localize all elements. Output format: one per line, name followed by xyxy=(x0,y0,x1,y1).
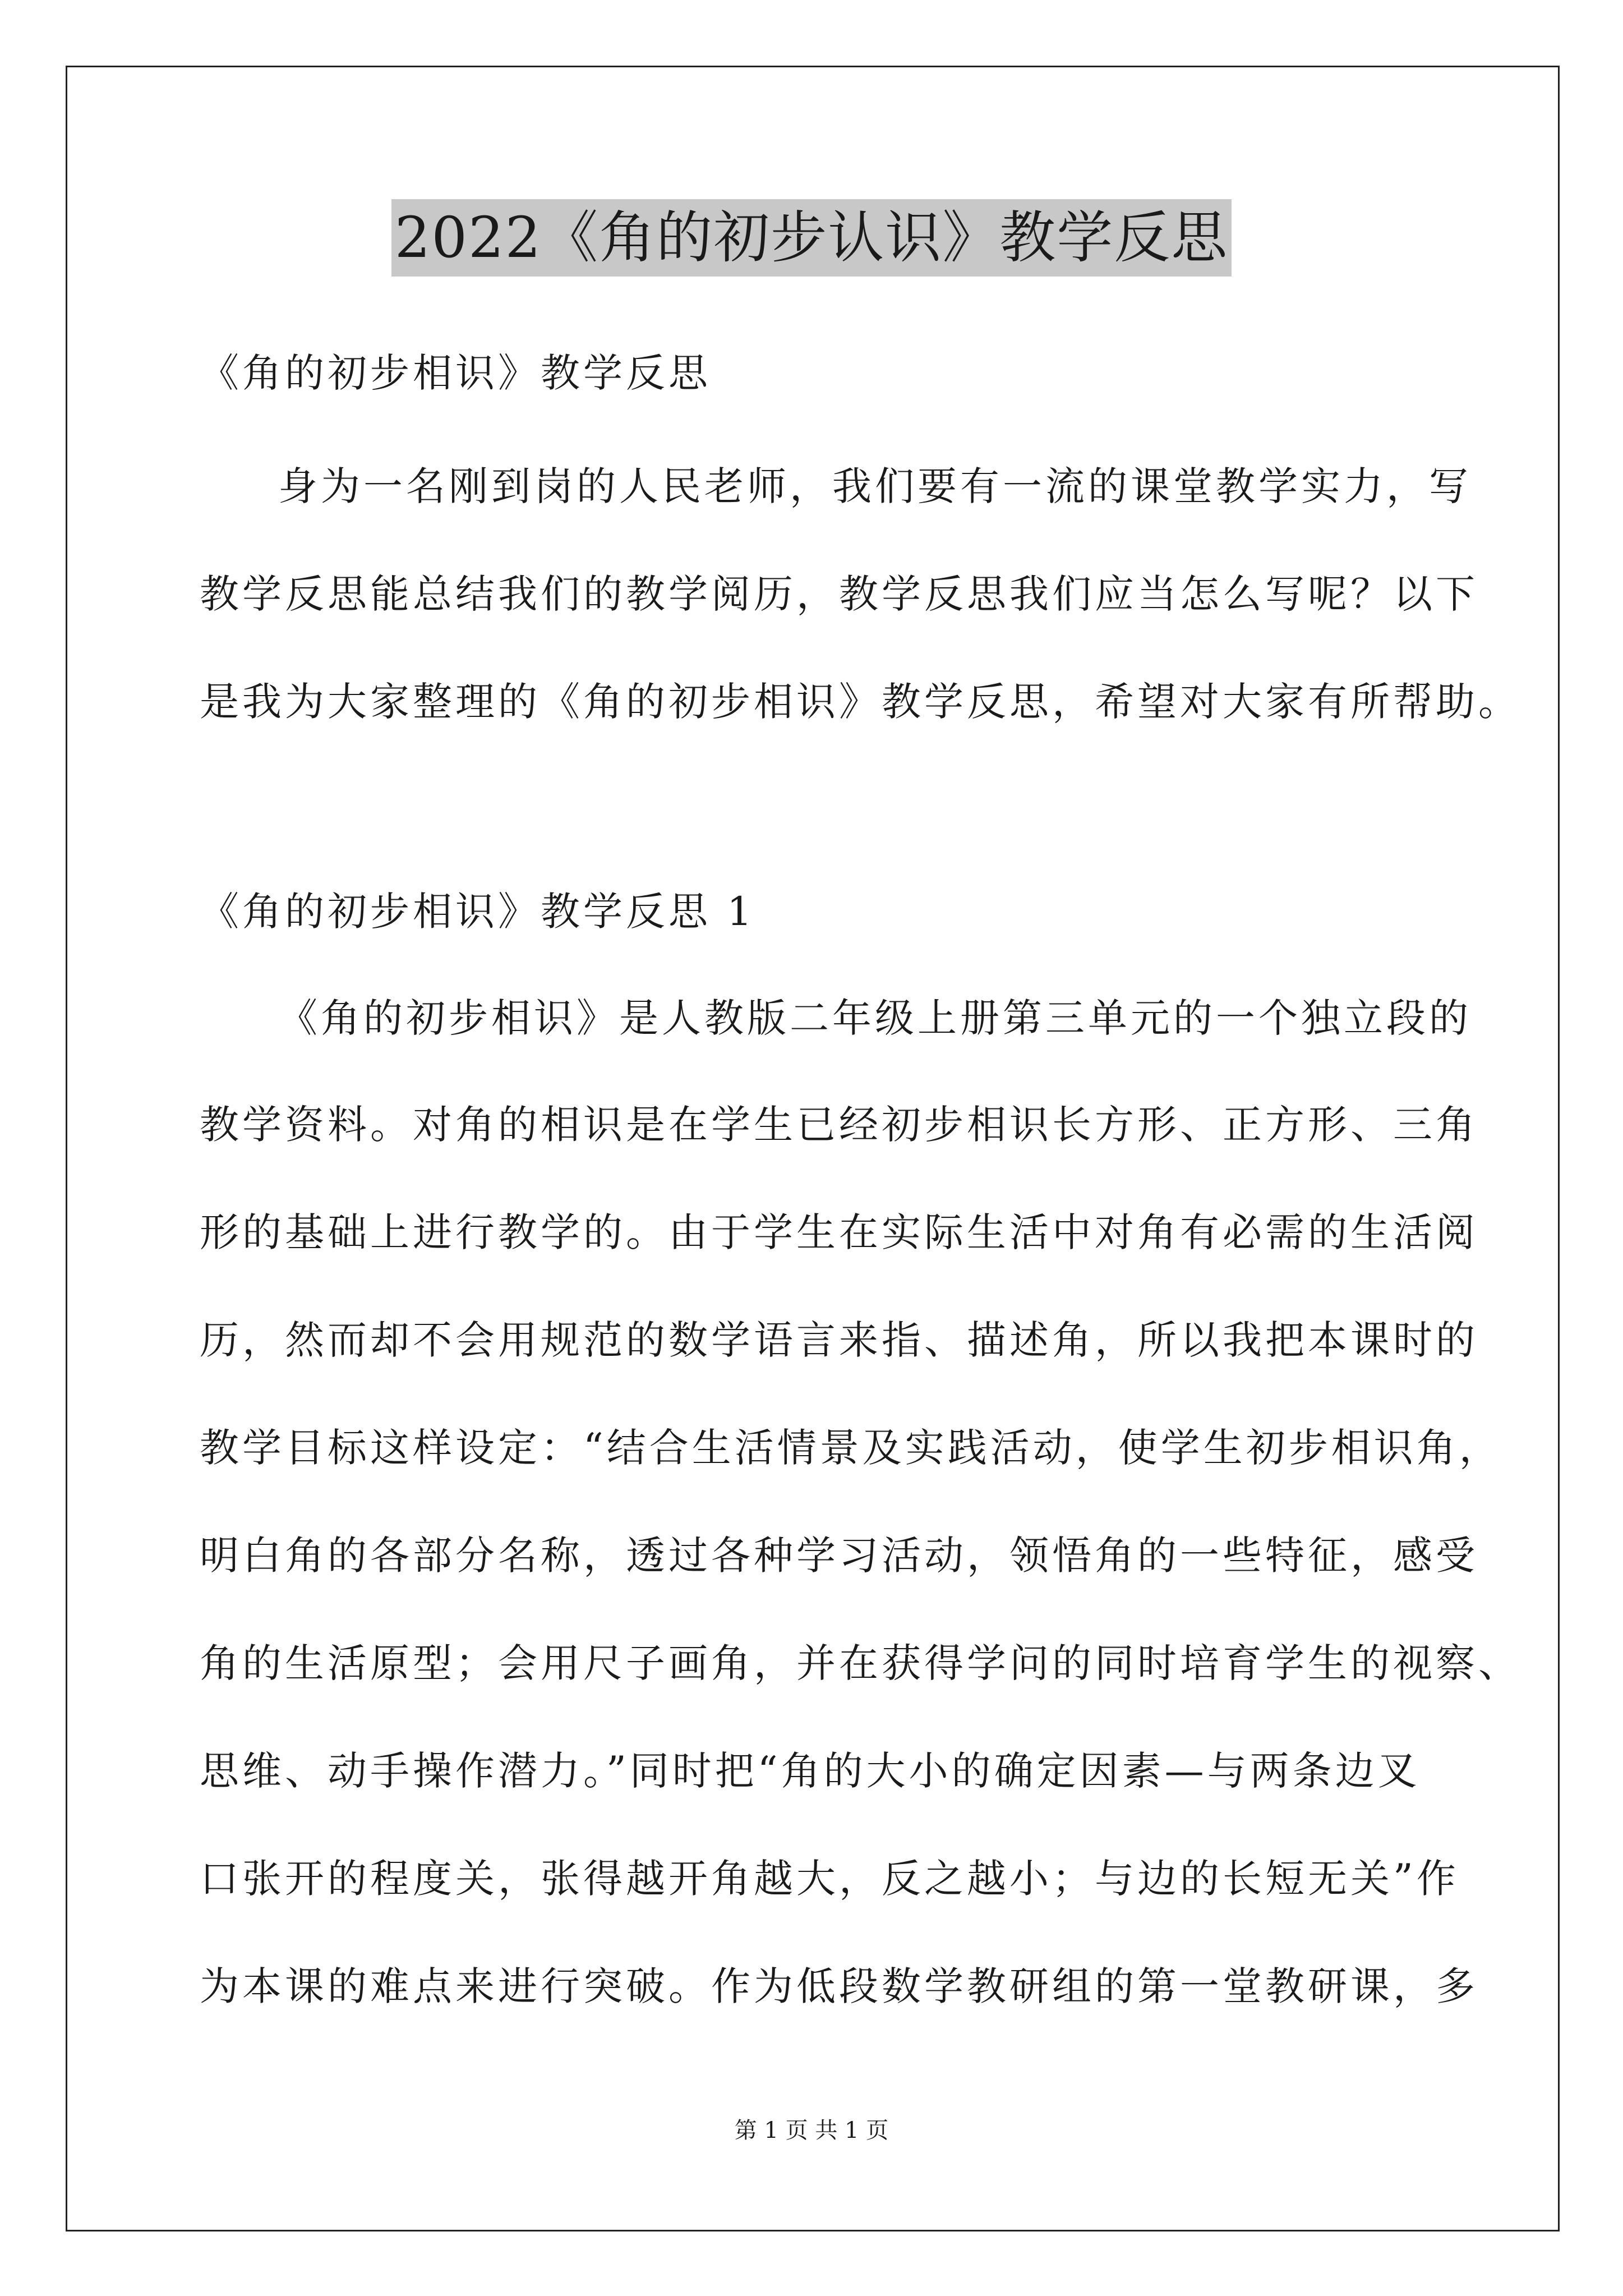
page-footer: 第 1 页 共 1 页 xyxy=(734,2118,889,2143)
document-title: 2022《角的初步认识》教学反思 xyxy=(391,199,1232,277)
body-line: 教学资料。对角的相识是在学生已经初步相识长方形、正方形、三角 xyxy=(200,1102,1478,1148)
body-line: 思维、动手操作潜力。”同时把“角的大小的确定因素—与两条边叉 xyxy=(200,1748,1421,1794)
body-line: 《角的初步相识》是人教版二年级上册第三单元的一个独立段的 xyxy=(278,995,1472,1041)
intro-line: 身为一名刚到岗的人民老师，我们要有一流的课堂教学实力，写 xyxy=(278,463,1472,509)
title-wrap xyxy=(0,199,1623,277)
intro-line: 是我为大家整理的《角的初步相识》教学反思，希望对大家有所帮助。 xyxy=(200,679,1521,725)
body-line: 口张开的程度关，张得越开角越大，反之越小；与边的长短无关”作 xyxy=(200,1856,1459,1902)
body-line: 明白角的各部分名称，透过各种学习活动，领悟角的一些特征，感受 xyxy=(200,1533,1478,1579)
document-subtitle: 《角的初步相识》教学反思 xyxy=(200,350,711,396)
body-line: 为本课的难点来进行突破。作为低段数学教研组的第一堂教研课，多 xyxy=(200,1963,1478,2009)
body-line: 角的生活原型；会用尺子画角，并在获得学问的同时培育学生的视察、 xyxy=(200,1640,1521,1686)
section-heading: 《角的初步相识》教学反思 1 xyxy=(200,889,755,935)
intro-line: 教学反思能总结我们的教学阅历，教学反思我们应当怎么写呢？以下 xyxy=(200,571,1478,617)
body-line: 教学目标这样设定：“结合生活情景及实践活动，使学生初步相识角， xyxy=(200,1425,1502,1471)
body-line: 历，然而却不会用规范的数学语言来指、描述角，所以我把本课时的 xyxy=(200,1317,1478,1363)
body-line: 形的基础上进行教学的。由于学生在实际生活中对角有必需的生活阅 xyxy=(200,1209,1478,1255)
